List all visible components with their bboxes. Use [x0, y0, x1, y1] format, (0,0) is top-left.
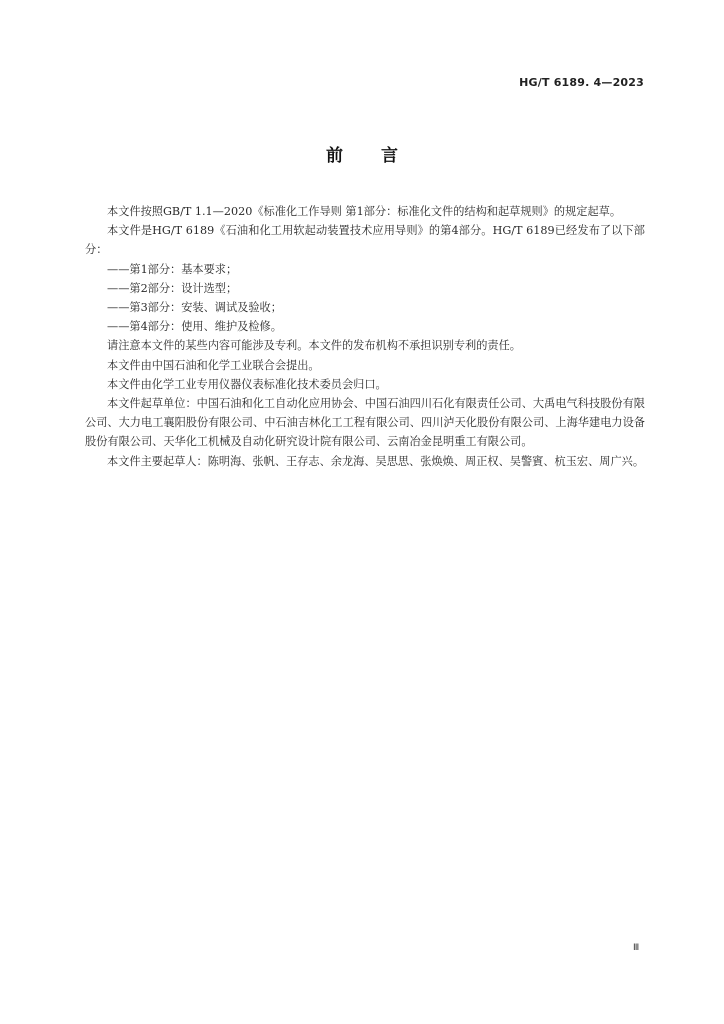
page-number: Ⅲ — [633, 943, 640, 953]
paragraph-committee: 本文件由化学工业专用仪器仪表标准化技术委员会归口。 — [107, 377, 387, 391]
document-code: HG/T 6189. 4—2023 — [519, 76, 644, 89]
paragraph-patent-notice: 请注意本文件的某些内容可能涉及专利。本文件的发布机构不承担识别专利的责任。 — [107, 339, 521, 353]
list-item-part-4: ——第4部分：使用、维护及检修。 — [107, 320, 282, 334]
list-item-part-2: ——第2部分：设计选型； — [107, 281, 238, 295]
list-item-part-3: ——第3部分：安装、调试及验收； — [107, 301, 282, 315]
paragraph-drafting-rules: 本文件按照GB/T 1.1—2020《标准化工作导则 第1部分：标准化文件的结构和起草规则》的规定起草。 — [107, 205, 622, 218]
foreword-body — [85, 202, 645, 471]
list-item-part-1: ——第1部分：基本要求； — [107, 262, 238, 276]
paragraph-drafting-units: 本文件起草单位：中国石油和化工自动化应用协会、中国石油四川石化有限责任公司、大禹电气科技股份有限公司、大力电工襄阳股份有限公司、中石油吉林化工工程有限公司、四川泸天化股份有限公司、上海华建电力设备股份有限公司、天华化工机械及自动化研究设计院有限公司、云南冶金昆明重工有限公司。 — [85, 397, 645, 449]
paragraph-series-intro: 本文件是HG/T 6189《石油和化工用软起动装置技术应用导则》的第4部分。HG/T 6189已经发布了以下部分： — [85, 224, 645, 257]
paragraph-proposer: 本文件由中国石油和化学工业联合会提出。 — [107, 358, 320, 372]
page-title: 前言 — [326, 146, 436, 166]
paragraph-drafters: 本文件主要起草人：陈明海、张帆、王存志、余龙海、吴思思、张焕焕、周正权、吴警賓、杭玉宏、周广兴。 — [107, 454, 645, 468]
